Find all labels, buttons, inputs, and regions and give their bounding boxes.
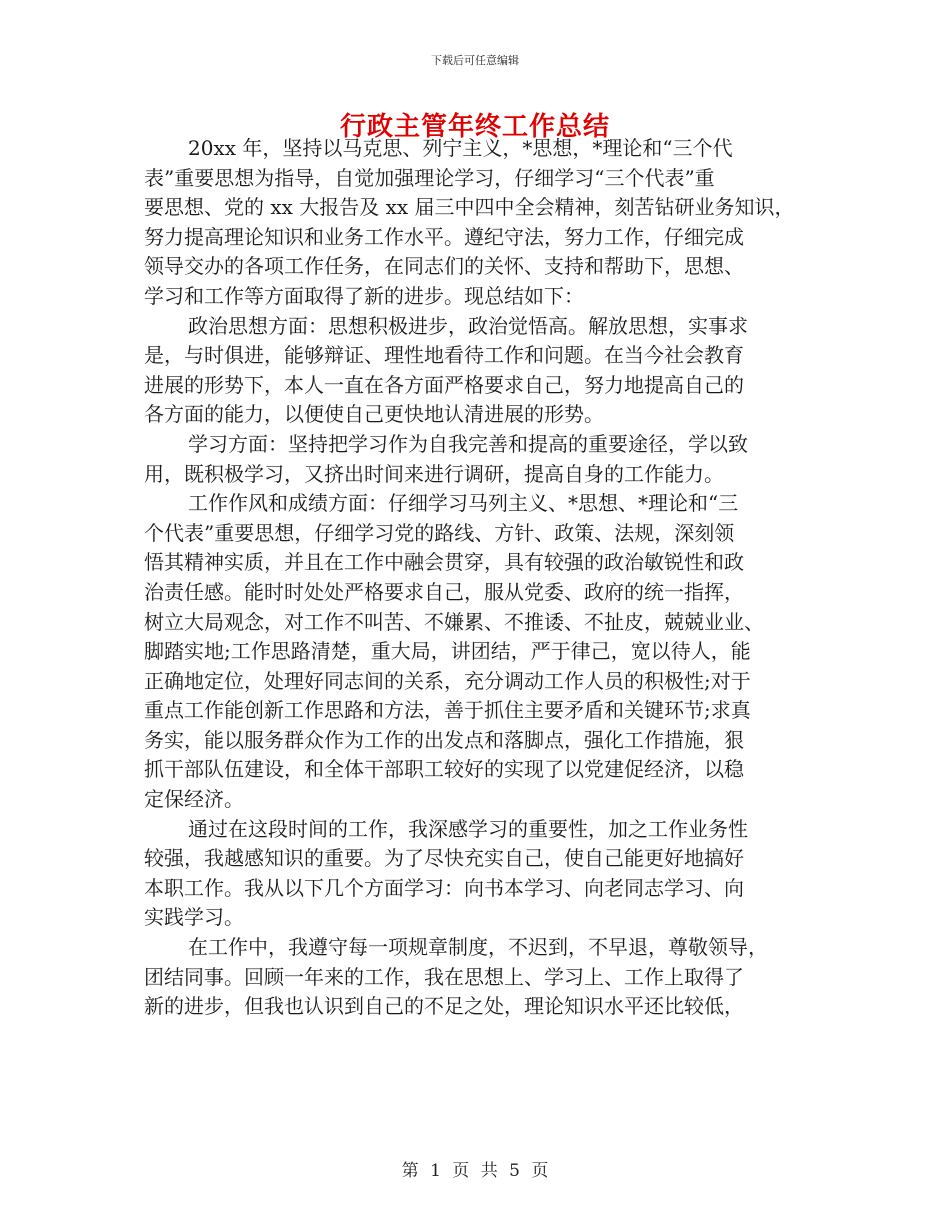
- body-text-line: 较强，我越感知识的重要。为了尽快充实自己，使自己能更好地搞好: [144, 846, 744, 871]
- body-text-line: 团结同事。回顾一年来的工作，我在思想上、学习上、工作上取得了: [144, 964, 744, 989]
- body-text-line: 工作作风和成绩方面：仔细学习马列主义、*思想、*理论和“三: [188, 491, 739, 516]
- body-text-line: 用，既积极学习，又挤出时间来进行调研，提高自身的工作能力。: [144, 461, 724, 486]
- body-text-line: 表”重要思想为指导，自觉加强理论学习，仔细学习“三个代表”重: [144, 165, 715, 190]
- body-text-line: 进展的形势下，本人一直在各方面严格要求自己，努力地提高自己的: [144, 372, 744, 397]
- document-title: 行政主管年终工作总结: [339, 112, 610, 142]
- body-text-line: 脚踏实地;工作思路清楚，重大局，讲团结，严于律己，宽以待人，能: [144, 639, 751, 664]
- body-text-line: 努力提高理论知识和业务工作水平。遵纪守法，努力工作，仔细完成: [144, 224, 744, 249]
- body-text-line: 在工作中，我遵守每一项规章制度，不迟到，不早退，尊敬领导，: [188, 935, 768, 960]
- body-text-line: 是，与时俱进，能够辩证、理性地看待工作和问题。在当今社会教育: [144, 343, 744, 368]
- body-text-line: 各方面的能力，以便使自己更快地认清进展的形势。: [144, 402, 604, 427]
- body-text-line: 领导交办的各项工作任务，在同志们的关怀、支持和帮助下，思想、: [144, 254, 744, 279]
- body-text-line: 定保经济。: [144, 787, 244, 812]
- body-text-line: 要思想、党的 xx 大报告及 xx 届三中四中全会精神，刻苦钻研业务知识，: [144, 195, 795, 220]
- page-footer: 第 1 页 共 5 页: [401, 1161, 549, 1181]
- body-text-line: 树立大局观念，对工作不叫苦、不嫌累、不推诿、不扯皮，兢兢业业、: [144, 609, 764, 634]
- body-text-line: 正确地定位，处理好同志间的关系，充分调动工作人员的积极性;对于: [144, 668, 751, 693]
- body-text-line: 实践学习。: [144, 905, 244, 930]
- body-text-line: 通过在这段时间的工作，我深感学习的重要性，加之工作业务性: [188, 816, 748, 841]
- body-text-line: 学习方面：坚持把学习作为自我完善和提高的重要途径，学以致: [188, 431, 748, 456]
- document-body: [144, 134, 834, 1022]
- body-text-line: 务实，能以服务群众作为工作的出发点和落脚点，强化工作措施，狠: [144, 727, 744, 752]
- body-text-line: 学习和工作等方面取得了新的进步。现总结如下：: [144, 283, 584, 308]
- body-text-line: 治责任感。能时时处处严格要求自己，服从党委、政府的统一指挥，: [144, 579, 744, 604]
- header-note: 下载后可任意编辑: [431, 54, 519, 67]
- body-text-line: 政治思想方面：思想积极进步，政治觉悟高。解放思想，实事求: [188, 313, 748, 338]
- body-text-line: 悟其精神实质，并且在工作中融会贯穿，具有较强的政治敏锐性和政: [144, 550, 744, 575]
- body-text-line: 抓干部队伍建设，和全体干部职工较好的实现了以党建促经济，以稳: [144, 757, 744, 782]
- body-text-line: 20xx 年，坚持以马克思、列宁主义，*思想，*理论和“三个代: [188, 136, 733, 160]
- body-text-line: 新的进步，但我也认识到自己的不足之处，理论知识水平还比较低，: [144, 994, 744, 1019]
- body-text-line: 重点工作能创新工作思路和方法，善于抓住主要矛盾和关键环节;求真: [144, 698, 751, 723]
- body-text-line: 个代表”重要思想，仔细学习党的路线、方针、政策、法规，深刻领: [144, 520, 735, 545]
- body-text-line: 本职工作。我从以下几个方面学习：向书本学习、向老同志学习、向: [144, 875, 744, 900]
